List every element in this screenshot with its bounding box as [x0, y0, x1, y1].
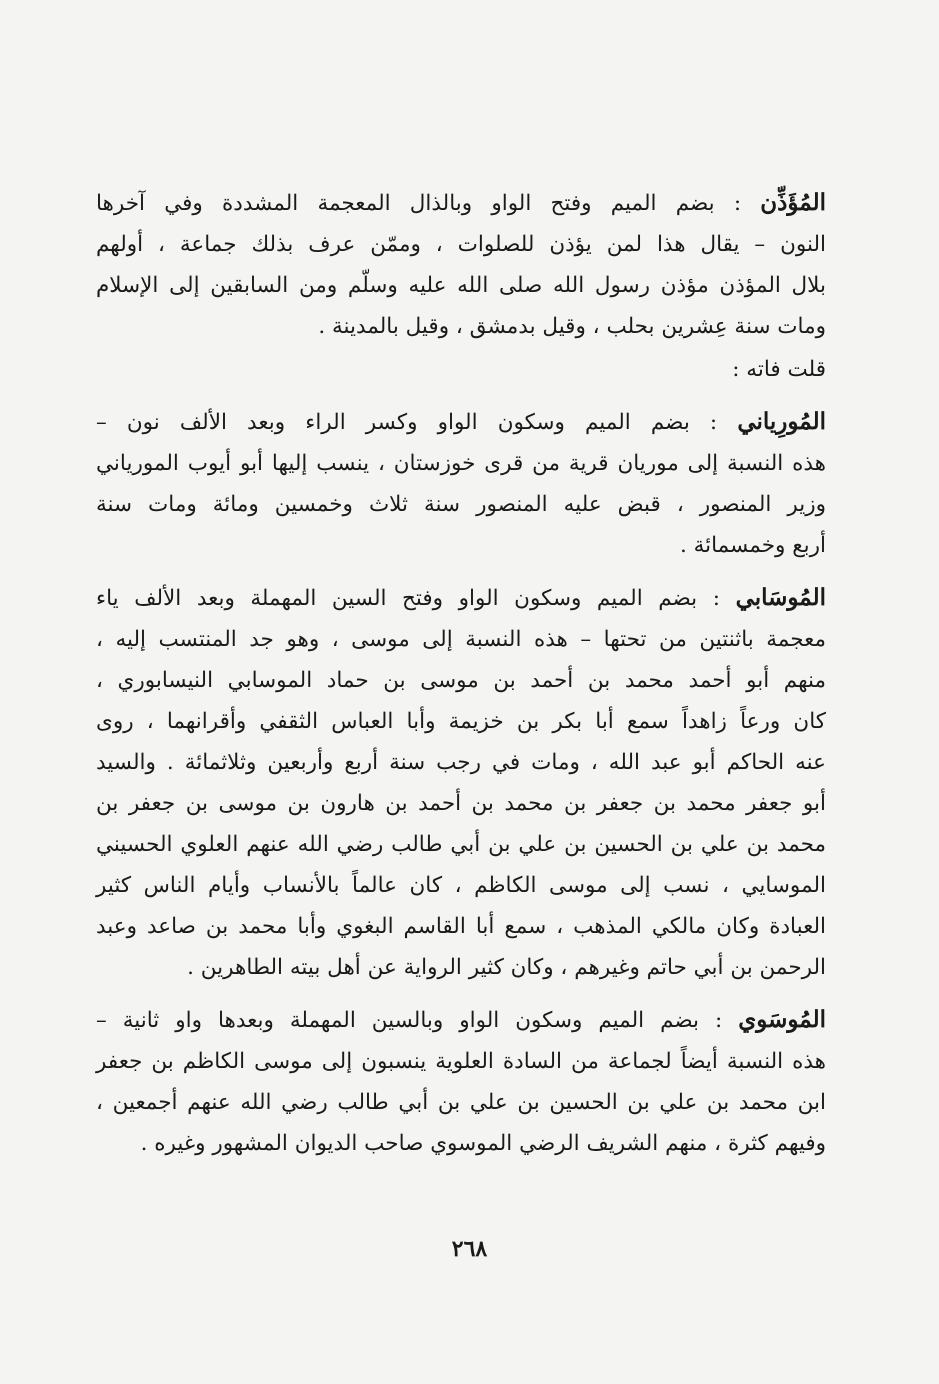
entry-line: معجمة باثنتين من تحتها – هذه النسبة إلى موسى ، وهو جد المنتسب إليه ، [96, 627, 826, 652]
entry-line: وفيهم كثرة ، منهم الشريف الرضي الموسوي صاحب الديوان المشهور وغيره . [140, 1131, 826, 1156]
entry-line: كان ورعاً زاهداً سمع أبا بكر بن خزيمة وأبا العباس الثقفي وأقرانهما ، روى [96, 709, 826, 734]
entry-line: وزير المنصور ، قبض عليه المنصور سنة ثلاث وخمسين ومائة ومات سنة [96, 492, 826, 517]
entry-line: الموسايي ، نسب إلى موسى الكاظم ، كان عالماً بالأنساب وأيام الناس كثير [96, 873, 826, 898]
entry-line: بلال المؤذن مؤذن رسول الله صلى الله عليه وسلّم ومن السابقين إلى الإسلام [96, 273, 826, 298]
entry-headword: المُوسَوي [738, 1006, 826, 1033]
entry-text: : بضم الميم وفتح الواو وبالذال المعجمة المشددة وفي آخرها [96, 191, 742, 216]
entry-line: عنه الحاكم أبو عبد الله ، ومات في رجب سنة أربع وأربعين وثلاثمائة . والسيد [96, 750, 826, 775]
entry-line [96, 182, 826, 224]
entry-musabi [96, 577, 826, 988]
entry-line: الرحمن بن أبي حاتم وغيرهم ، وكان كثير الرواية عن أهل بيته الطاهرين . [187, 955, 826, 980]
entry-line [96, 577, 826, 619]
entry-line: ابن محمد بن علي بن الحسين بن علي بن أبي طالب رضي الله عنهم أجمعين ، [96, 1090, 826, 1115]
entry-muadhdhin [96, 182, 826, 390]
entry-line [96, 999, 826, 1041]
entry-line: العبادة وكان مالكي المذهب ، سمع أبا القاسم البغوي وأبا محمد بن صاعد وعبد [96, 914, 826, 939]
entry-muryani [96, 401, 826, 566]
entry-line: هذه النسبة إلى موريان قرية من قرى خوزستان ، ينسب إليها أبو أيوب المورياني [96, 451, 826, 476]
entry-line [96, 401, 826, 443]
page-number: ٢٦٨ [451, 1236, 488, 1262]
entry-line: هذه النسبة أيضاً لجماعة من السادة العلوية ينسبون إلى موسى الكاظم بن جعفر [96, 1049, 826, 1074]
entry-musawi [96, 999, 826, 1164]
entry-line: منهم أبو أحمد محمد بن أحمد بن موسى بن حماد الموسابي النيسابوري ، [96, 668, 826, 693]
page-body [96, 182, 826, 1164]
entry-text: : بضم الميم وسكون الواو وفتح السين المهملة وبعد الألف ياء [96, 586, 720, 611]
entry-headword: المُوسَابي [735, 584, 826, 611]
entry-line: محمد بن علي بن الحسين بن علي بن أبي طالب رضي الله عنهم العلوي الحسيني [96, 832, 826, 857]
entry-line: ومات سنة عِشرين بحلب ، وقيل بدمشق ، وقيل بالمدينة . [318, 314, 826, 339]
entry-text: : بضم الميم وسكون الواو وكسر الراء وبعد الألف نون – [96, 410, 718, 435]
entry-line: أبو جعفر محمد بن جعفر بن محمد بن أحمد بن هارون بن موسى بن جعفر بن [96, 791, 826, 816]
entry-headword: المُؤَذِّن [760, 189, 826, 216]
entry-line: النون – يقال هذا لمن يؤذن للصلوات ، وممّن عرف بذلك جماعة ، أولهم [96, 232, 826, 257]
entry-note: قلت فاته : [732, 357, 826, 382]
entry-line: أربع وخمسمائة . [679, 533, 826, 558]
entry-text: : بضم الميم وسكون الواو وبالسين المهملة وبعدها واو ثانية – [96, 1008, 723, 1033]
entry-headword: المُورِياني [737, 408, 826, 435]
